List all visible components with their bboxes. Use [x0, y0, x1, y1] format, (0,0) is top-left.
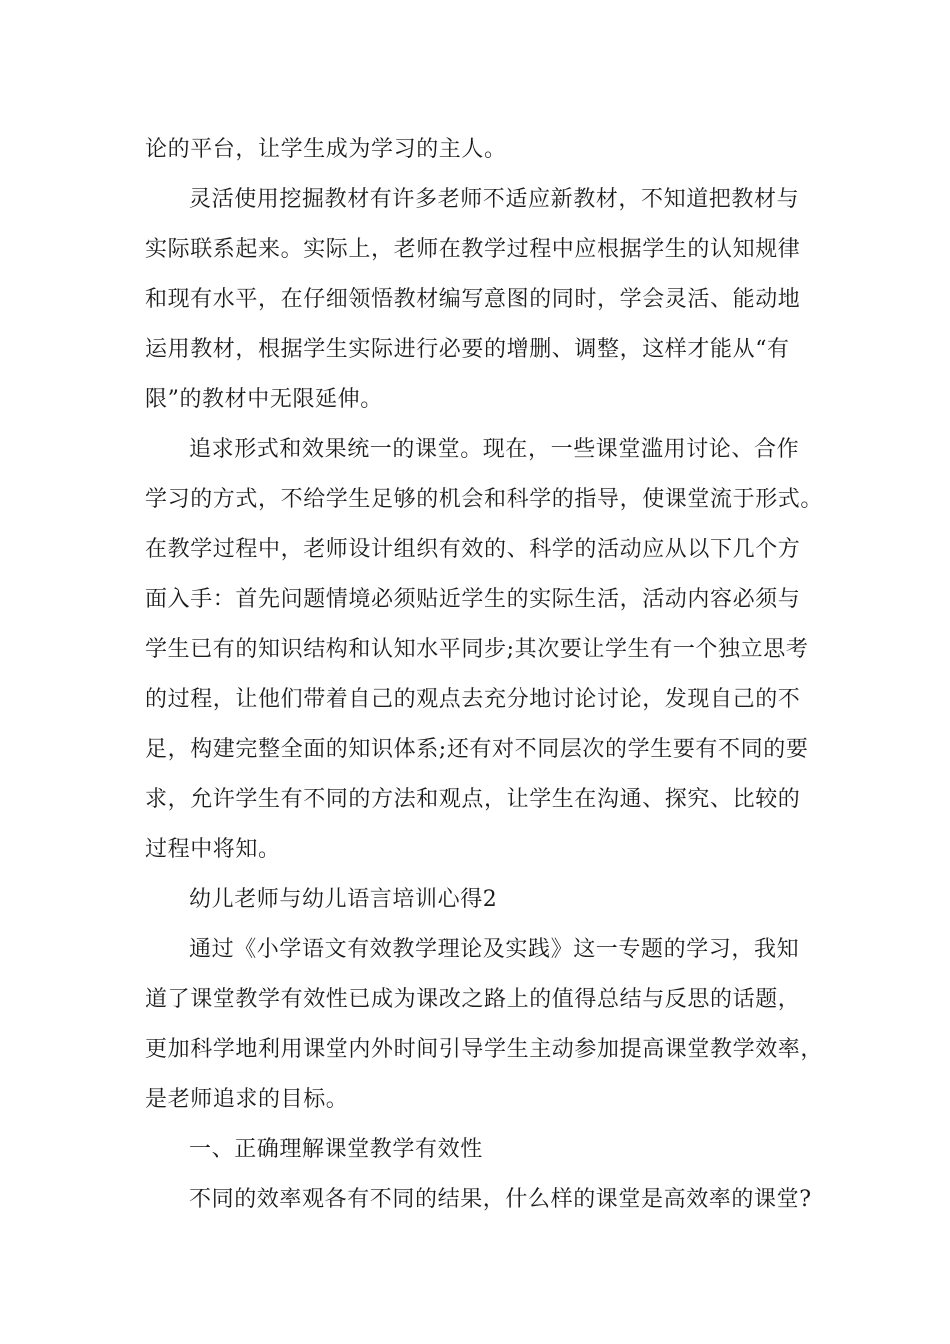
text-line: 学习的方式，不给学生足够的机会和科学的指导，使课堂流于形式。 — [145, 487, 824, 512]
text-line: 足，构建完整全面的知识体系;还有对不同层次的学生要有不同的要 — [145, 737, 809, 762]
paragraph-start-line: 追求形式和效果统一的课堂。现在，一些课堂滥用讨论、合作 — [189, 437, 800, 462]
text-line: 实际联系起来。实际上，老师在教学过程中应根据学生的认知规律 — [145, 237, 801, 262]
text-line: 限”的教材中无限延伸。 — [145, 387, 383, 412]
text-line: 更加科学地利用课堂内外时间引导学生主动参加提高课堂教学效率， — [145, 1037, 824, 1062]
text-line: 道了课堂教学有效性已成为课改之路上的值得总结与反思的话题， — [145, 987, 801, 1012]
paragraph-start-line: 通过《小学语文有效教学理论及实践》这一专题的学习，我知 — [189, 937, 800, 962]
text-line: 过程中将知。 — [145, 837, 281, 862]
text-line: 求，允许学生有不同的方法和观点，让学生在沟通、探究、比较的 — [145, 787, 801, 812]
text-line: 论的平台，让学生成为学习的主人。 — [145, 137, 507, 162]
paragraph-start-line: 不同的效率观各有不同的结果，什么样的课堂是高效率的课堂? — [189, 1187, 812, 1212]
paragraph-start-line: 灵活使用挖掘教材有许多老师不适应新教材，不知道把教材与 — [189, 187, 800, 212]
text-line: 是老师追求的目标。 — [145, 1087, 349, 1112]
text-line: 运用教材，根据学生实际进行必要的增删、调整，这样才能从“有 — [145, 337, 790, 362]
text-line: 的过程，让他们带着自己的观点去充分地讨论讨论，发现自己的不 — [145, 687, 801, 712]
text-line: 和现有水平，在仔细领悟教材编写意图的同时，学会灵活、能动地 — [145, 287, 801, 312]
subsection-heading: 一、正确理解课堂教学有效性 — [189, 1137, 483, 1162]
text-line: 学生已有的知识结构和认知水平同步;其次要让学生有一个独立思考 — [145, 637, 809, 662]
text-line: 面入手：首先问题情境必须贴近学生的实际生活，活动内容必须与 — [145, 587, 801, 612]
section-heading: 幼儿老师与幼儿语言培训心得2 — [189, 887, 498, 912]
text-line: 在教学过程中，老师设计组织有效的、科学的活动应从以下几个方 — [145, 537, 801, 562]
